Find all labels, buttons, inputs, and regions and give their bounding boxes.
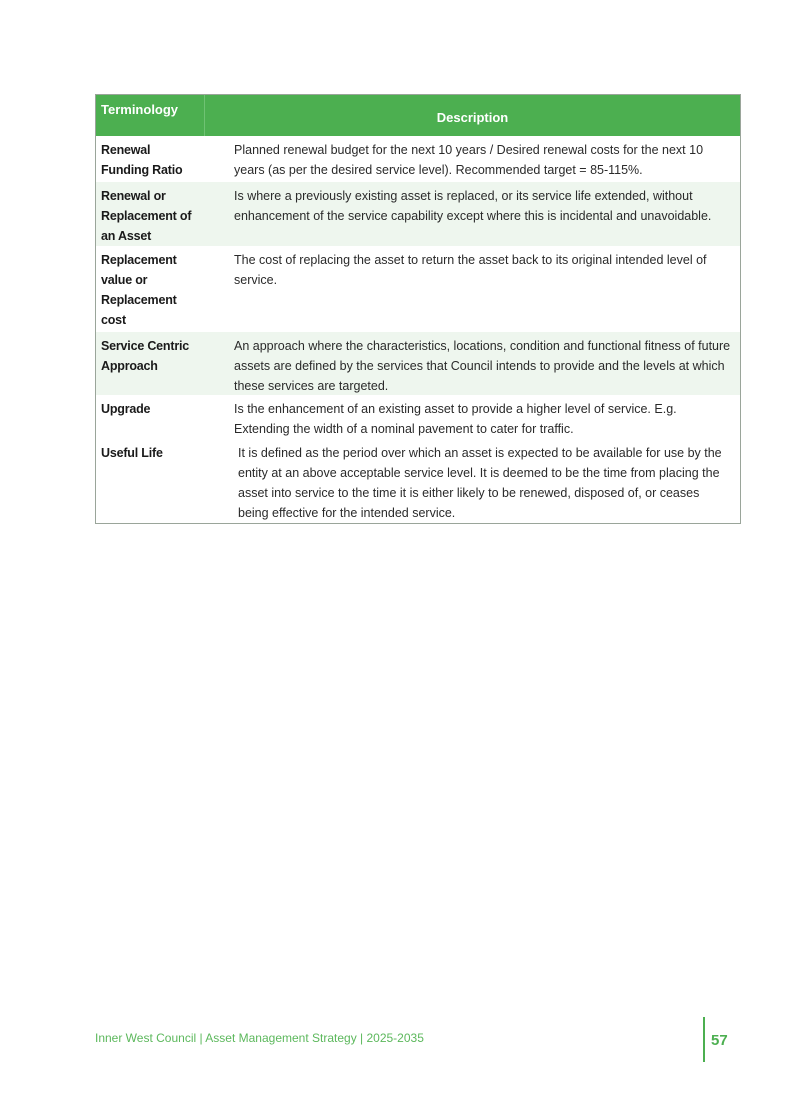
description-cell: An approach where the characteristics, locations, condition and functional fitness of future assets are defined by the services that Council intends to provide and the levels at which these services are targeted. — [234, 339, 731, 393]
table-row — [96, 182, 740, 246]
table-row — [96, 332, 740, 395]
header-description: Description — [436, 110, 509, 125]
table-row — [96, 246, 740, 332]
header-terminology: Terminology — [96, 95, 205, 136]
description-cell: The cost of replacing the asset to return the asset back to its original intended level of service. — [234, 253, 707, 287]
footer-divider — [703, 1017, 705, 1062]
description-cell: It is defined as the period over which an asset is expected to be available for use by the entity at an above acceptable service level. It is deemed to be the time from placing the asset into service to the time it is either likely to be renewed, disposed of, or ceases being effective for the intended service. — [238, 446, 722, 520]
glossary-table — [95, 94, 741, 524]
description-cell: Is where a previously existing asset is replaced, or its service life extended, without enhancement of the service capability except where this is incidental and unavoidable. — [234, 189, 712, 223]
table-header — [96, 95, 740, 136]
footer-text: Inner West Council | Asset Management Strategy | 2025-2035 — [95, 1031, 424, 1045]
table-row — [96, 395, 740, 439]
term-cell: Renewal Funding Ratio — [101, 143, 183, 177]
term-cell: Useful Life — [101, 446, 163, 460]
term-cell: Service Centric Approach — [101, 339, 190, 373]
table-row — [96, 136, 740, 182]
table-row — [96, 439, 740, 523]
description-cell: Is the enhancement of an existing asset to provide a higher level of service. E.g. Extending the width of a nominal pavement to cater for traffic. — [234, 402, 677, 436]
term-cell: Renewal or Replacement of an Asset — [101, 189, 192, 243]
description-cell: Planned renewal budget for the next 10 years / Desired renewal costs for the next 10 years (as per the desired service level). Recommended target = 85-115%. — [234, 143, 704, 177]
page-number: 57 — [711, 1032, 728, 1049]
term-cell: Upgrade — [101, 402, 151, 416]
term-cell: Replacement value or Replacement cost — [101, 253, 177, 327]
